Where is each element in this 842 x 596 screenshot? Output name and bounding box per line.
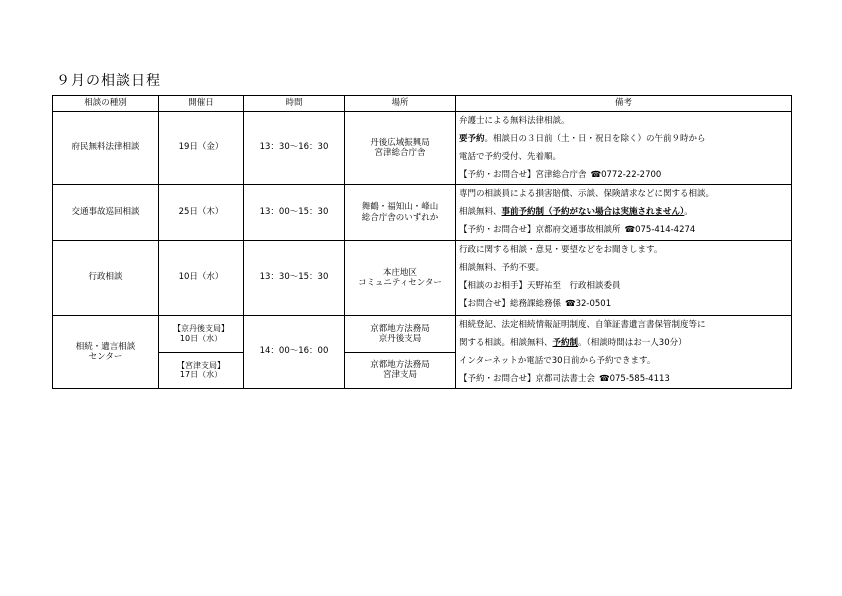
note-line: 弁護士による無料法律相談。 <box>459 116 570 126</box>
branch-label: 【京丹後支局】 <box>173 324 229 334</box>
header-time: 時間 <box>244 96 345 112</box>
consult-place <box>345 112 456 185</box>
place-line: 本庄地区 <box>382 267 417 278</box>
consult-time: 13：00～15：30 <box>244 185 345 241</box>
branch-label: 【宮津支局】 <box>177 360 225 370</box>
place-line: 宮津支局 <box>382 370 417 381</box>
note-line: 関する相談。相談無料、予約制。（相談時間はお一人30分） <box>459 338 687 348</box>
phone-number: ☎075-414-4274 <box>624 225 696 235</box>
consult-date: 25日（木） <box>159 185 244 241</box>
phone-number: ☎075-585-4113 <box>599 374 670 384</box>
table-row <box>53 316 792 353</box>
consult-time: 14：00～16：00 <box>244 316 345 389</box>
note-line: 【予約・お問合せ】京都司法書士会 ☎075-585-4113 <box>459 374 670 384</box>
page-title: ９月の相談日程 <box>56 73 161 89</box>
consult-notes <box>456 185 792 241</box>
place-line: 舞鶴・福知山・峰山 <box>361 202 439 213</box>
note-line: 専門の相談員による損害賠償、示談、保険請求などに関する相談。 <box>459 189 715 199</box>
note-line: 要予約。相談日の３日前（土・日・祝日を除く）の午前９時から <box>459 134 706 144</box>
consult-date: 【京丹後支局】 10日（水） <box>159 316 244 353</box>
place-line: 総合庁舎のいずれか <box>361 212 439 223</box>
phone-number: ☎0772-22-2700 <box>590 170 662 180</box>
note-line: インターネットか電話で30日前から予約できます。 <box>459 356 656 366</box>
consult-place <box>345 316 456 353</box>
header-date: 開催日 <box>159 96 244 112</box>
consult-type: 府民無料法律相談 <box>53 112 159 185</box>
note-line: 【予約・お問合せ】京都府交通事故相談所 ☎075-414-4274 <box>459 225 696 235</box>
note-line: 相続登記、法定相続情報証明制度、自筆証書遺言書保管制度等に <box>459 320 706 330</box>
consult-time: 13：30～16：30 <box>244 112 345 185</box>
note-line: 【相談のお相手】天野祐至 行政相談委員 <box>459 281 621 291</box>
consult-notes <box>456 316 792 389</box>
note-line: 行政に関する相談・意見・要望などをお聞きします。 <box>459 245 663 255</box>
header-type: 相談の種別 <box>53 96 159 112</box>
reservation-required: 事前予約制（予約がない場合は実施されません） <box>501 207 685 217</box>
table-header-row <box>53 96 792 112</box>
table-row <box>53 185 792 241</box>
schedule-table <box>52 95 792 389</box>
header-place: 場所 <box>345 96 456 112</box>
note-line: 【予約・お問合せ】宮津総合庁舎 ☎0772-22-2700 <box>459 170 662 180</box>
consult-notes <box>456 241 792 316</box>
consult-place <box>345 241 456 316</box>
place-line: 京丹後支局 <box>378 333 422 344</box>
consult-type: 行政相談 <box>53 241 159 316</box>
consult-place <box>345 185 456 241</box>
consult-notes <box>456 112 792 185</box>
consult-type: 交通事故巡回相談 <box>53 185 159 241</box>
note-line: 【お問合せ】総務課総務係 ☎32-0501 <box>459 299 612 309</box>
reservation-required: 予約制 <box>552 338 579 348</box>
header-notes: 備考 <box>456 96 792 112</box>
note-line: 電話で予約受付、先着順。 <box>459 152 562 162</box>
consult-type: 相続・遺言相談 センター <box>53 316 159 389</box>
note-line: 相談無料、事前予約制（予約がない場合は実施されません）。 <box>459 207 693 217</box>
place-line: 京都地方法務局 <box>370 323 430 334</box>
note-line: 相談無料、予約不要。 <box>459 263 545 273</box>
consult-place <box>345 352 456 389</box>
place-line: 丹後広域振興局 <box>370 137 430 148</box>
consult-date: 19日（金） <box>159 112 244 185</box>
consult-time: 13：30～15：30 <box>244 241 345 316</box>
phone-number: ☎32-0501 <box>565 299 612 309</box>
consult-date: 10日（水） <box>159 241 244 316</box>
place-line: 京都地方法務局 <box>370 360 430 371</box>
place-line: 宮津総合庁舎 <box>374 148 426 158</box>
consult-date: 【宮津支局】 17日（水） <box>159 352 244 389</box>
table-row <box>53 241 792 316</box>
place-line: コミュニティセンター <box>358 278 442 288</box>
table-row <box>53 112 792 185</box>
reservation-required: 要予約 <box>459 134 485 144</box>
